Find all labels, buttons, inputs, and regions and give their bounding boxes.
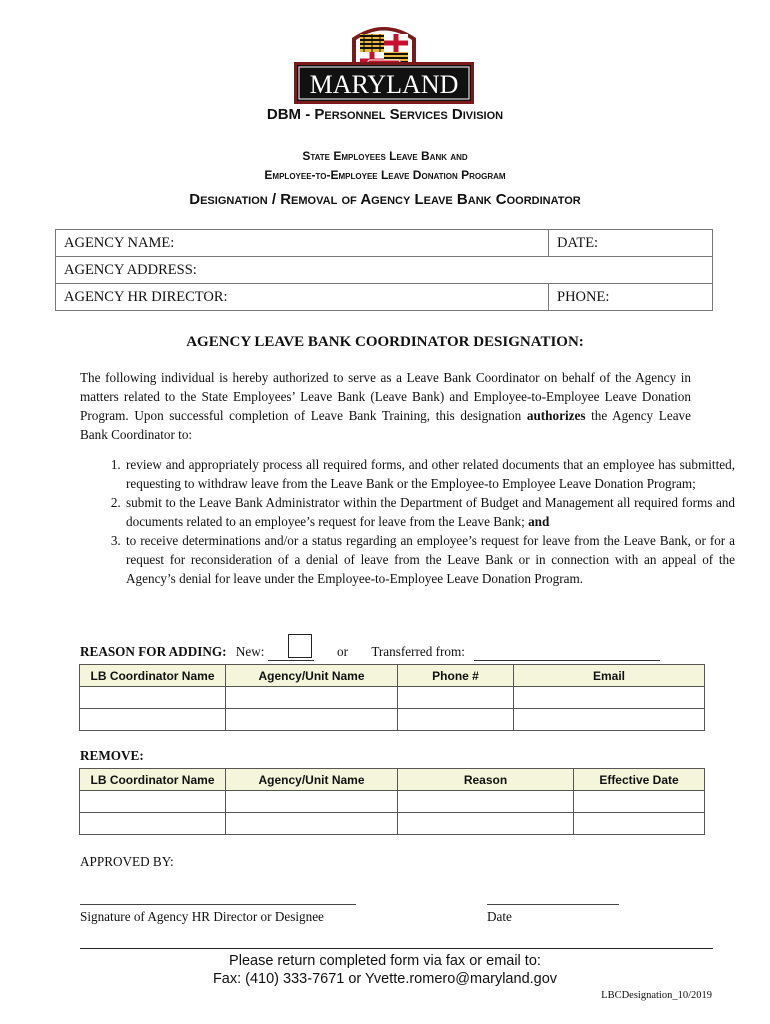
date-label: DATE: [557,234,599,251]
agency-name-label: AGENCY NAME: [64,234,175,251]
date-field[interactable] [549,230,713,257]
column-header: Agency/Unit Name [226,665,398,687]
table-cell[interactable] [226,687,398,709]
reason-label: REASON FOR ADDING: [80,644,227,659]
table-cell[interactable] [398,687,514,709]
division-heading: DBM - Personnel Services Division [266,106,504,123]
designation-title: AGENCY LEAVE BANK COORDINATOR DESIGNATION: [186,334,584,350]
column-header: Effective Date [574,769,705,791]
table-cell[interactable] [226,709,398,731]
program-heading [0,147,770,185]
table-cell[interactable] [80,709,226,731]
return-instructions [0,952,770,988]
intro-bold: authorizes [526,408,586,423]
table-row [80,813,705,835]
intro-text-2: the Agency Leave Bank Coordinator to: [80,408,691,442]
new-checkbox[interactable] [288,634,312,658]
table-row [80,687,705,709]
add-coordinator-table [79,664,705,731]
agency-name-field[interactable] [56,230,549,257]
remove-label: REMOVE: [80,748,144,763]
designation-intro [80,368,691,444]
table-cell[interactable] [226,813,398,835]
list-item-text: to receive determinations and/or a status regarding an employee’s request for leave from the Leave Bank, or for a request for reconsideration of a denial of leave from the Leave Bank or in connection with an appeal of the Agency’s denial for leave under the Employee-to-Employee Leave Donation Program. [126,533,735,586]
logo-text: MARYLAND [309,70,459,99]
table-row [80,709,705,731]
column-header: Email [514,665,705,687]
list-item-text: review and appropriately process all required forms, and other related documents that an employee has submitted, requesting to withdraw leave from the Leave Bank or the Employee-to Employee Leave Donation Program; [126,457,735,491]
column-header: Phone # [398,665,514,687]
new-label: New: [235,644,265,659]
column-header: Reason [398,769,574,791]
transferred-from-field[interactable] [474,644,660,661]
agency-address-label: AGENCY ADDRESS: [64,261,197,278]
hr-director-field[interactable] [56,284,549,311]
reason-for-adding [80,644,660,661]
intro-text-1: The following individual is hereby authorized to serve as a Leave Bank Coordinator on behalf of the Agency in matters related to the State Employees’ Leave Bank (Leave Bank) and Employee-to-Employee Leave Donation Program. Upon successful completion of Leave Bank Training, this designation [80,370,691,423]
table-row [80,791,705,813]
or-label: or [337,644,349,659]
program-line-1: State Employees Leave Bank and [302,149,468,163]
list-item [124,493,735,531]
column-header: LB Coordinator Name [80,769,226,791]
phone-field[interactable] [549,284,713,311]
return-line-2: Fax: (410) 333-7671 or Yvette.romero@maryland.gov [212,971,558,987]
table-cell[interactable] [226,791,398,813]
table-cell[interactable] [398,813,574,835]
hr-director-label: AGENCY HR DIRECTOR: [64,288,228,305]
maryland-logo [294,22,474,104]
column-header: LB Coordinator Name [80,665,226,687]
list-item [124,455,735,493]
table-cell[interactable] [80,791,226,813]
phone-label: PHONE: [557,288,610,305]
approved-by-label: APPROVED BY: [80,854,174,869]
table-cell[interactable] [80,813,226,835]
list-item-bold: and [528,514,550,529]
date-line[interactable] [487,904,619,905]
table-cell[interactable] [514,709,705,731]
form-code: LBCDesignation_10/2019 [601,990,712,1001]
agency-address-field[interactable] [56,257,713,284]
signature-line[interactable] [80,904,356,905]
remove-coordinator-table [79,768,705,835]
authorization-list [80,455,735,588]
date-label: Date [487,909,512,924]
footer-divider [80,948,713,949]
signature-label: Signature of Agency HR Director or Designee [80,909,324,924]
list-item [124,531,735,588]
table-cell[interactable] [514,687,705,709]
program-line-2: Employee-to-Employee Leave Donation Program [264,168,506,182]
table-cell[interactable] [398,791,574,813]
table-cell[interactable] [574,791,705,813]
transferred-label: Transferred from: [371,644,465,659]
column-header: Agency/Unit Name [226,769,398,791]
return-line-1: Please return completed form via fax or email to: [229,953,541,969]
table-cell[interactable] [574,813,705,835]
list-item-text: submit to the Leave Bank Administrator within the Department of Budget and Management all required forms and documents related to an employee’s request for leave from the Leave Bank; [126,495,735,529]
form-title: Designation / Removal of Agency Leave Bank Coordinator [189,191,581,208]
table-cell[interactable] [398,709,514,731]
table-cell[interactable] [80,687,226,709]
agency-info-table [55,229,713,311]
